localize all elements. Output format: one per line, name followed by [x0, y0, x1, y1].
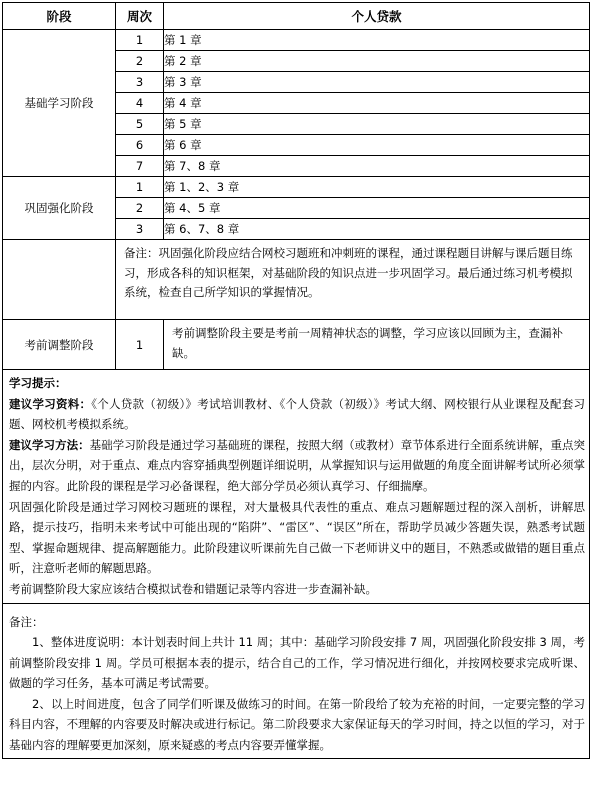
content-cell: 第 4 章 — [164, 93, 590, 114]
content-cell: 第 5 章 — [164, 114, 590, 135]
content-cell: 考前调整阶段主要是考前一周精神状态的调整，学习应该以回顾为主，查漏补缺。 — [164, 320, 590, 370]
content-cell: 第 1、2、3 章 — [164, 177, 590, 198]
tips-consolidate: 巩固强化阶段是通过学习网校习题班的课程，对大量极具代表性的重点、难点习题解题过程的深入剖析，讲解思路，提示技巧，指明未来考试中可能出现的“陷阱”、“雷区”、“误区”所在，帮助学员减少答题失误，熟悉考试题型、掌握命题规律、提高解题能力。此阶段建议听课前先自己做一下老师讲义中的题目，不熟悉或做错的题目重点听，注意听老师的解题思路。 — [9, 499, 585, 576]
week-cell: 7 — [116, 156, 164, 177]
week-cell: 5 — [116, 114, 164, 135]
consolidate-note: 备注：巩固强化阶段应结合网校习题班和冲刺班的课程，通过课程题目讲解与课后题目练习，形成各科的知识框架，对基础阶段的知识点进一步巩固学习。最后通过练习机考模拟系统，检查自己所学知识的掌握情况。 — [116, 240, 590, 320]
week-cell: 3 — [116, 219, 164, 240]
study-plan-table — [2, 2, 590, 759]
tips-materials — [9, 394, 585, 435]
stage-consolidate-label: 巩固强化阶段 — [3, 177, 116, 240]
content-cell: 第 6 章 — [164, 135, 590, 156]
method-label: 建议学习方法： — [9, 437, 90, 452]
note-empty-stage — [3, 240, 116, 320]
header-content: 个人贷款 — [164, 3, 590, 30]
header-week: 周次 — [116, 3, 164, 30]
content-cell: 第 1 章 — [164, 30, 590, 51]
tips-method — [9, 435, 585, 497]
remarks-heading: 备注： — [9, 614, 44, 629]
tips-row — [3, 370, 590, 604]
note-row — [3, 240, 590, 320]
week-cell: 6 — [116, 135, 164, 156]
content-cell: 第 6、7、8 章 — [164, 219, 590, 240]
week-cell: 2 — [116, 198, 164, 219]
content-cell: 第 2 章 — [164, 51, 590, 72]
materials-text: 《个人贷款（初级）》考试培训教材、《个人贷款（初级）》考试大纲、网校银行从业课程及配套习题、网校机考模拟系统。 — [9, 396, 585, 432]
week-cell: 1 — [116, 30, 164, 51]
table-row — [3, 30, 590, 51]
header-row — [3, 3, 590, 30]
method-text: 基础学习阶段是通过学习基础班的课程，按照大纲（或教材）章节体系进行全面系统讲解，重点突出，层次分明，对于重点、难点内容穿插典型例题详细说明，从掌握知识与运用做题的角度全面讲解考试所必须掌握的内容。此阶段的课程是学习必备课程，绝大部分学员必须认真学习、仔细揣摩。 — [9, 437, 586, 493]
study-tips — [3, 370, 590, 604]
week-cell: 1 — [116, 320, 164, 370]
remarks-paragraph-1: 1、整体进度说明：本计划表时间上共计 11 周；其中：基础学习阶段安排 7 周，巩固强化阶段安排 3 周，考前调整阶段安排 1 周。学员可根据本表的提示，结合自己的工作，学习情况进行细化，并按网校要求完成听课、做题的学习任务，基本可满足考试需要。 — [9, 635, 586, 691]
content-cell: 第 7、8 章 — [164, 156, 590, 177]
remarks — [3, 603, 590, 759]
materials-label: 建议学习资料： — [9, 396, 92, 411]
header-stage: 阶段 — [3, 3, 116, 30]
tips-final: 考前调整阶段大家应该结合模拟试卷和错题记录等内容进一步查漏补缺。 — [9, 581, 377, 596]
content-cell: 第 3 章 — [164, 72, 590, 93]
remarks-row — [3, 603, 590, 759]
table-row — [3, 320, 590, 370]
remarks-paragraph-2: 2、以上时间进度，包含了同学们听课及做练习的时间。在第一阶段给了较为充裕的时间，一定要完整的学习科目内容，不理解的内容要及时解决或进行标记。第二阶段要求大家保证每天的学习时间，持之以恒的学习，对于基础内容的理解要更加深刻，原来疑惑的考点内容要弄懂掌握。 — [9, 696, 585, 752]
stage-final-label: 考前调整阶段 — [3, 320, 116, 370]
week-cell: 1 — [116, 177, 164, 198]
week-cell: 4 — [116, 93, 164, 114]
tips-heading: 学习提示： — [9, 376, 67, 390]
week-cell: 2 — [116, 51, 164, 72]
week-cell: 3 — [116, 72, 164, 93]
content-cell: 第 4、5 章 — [164, 198, 590, 219]
table-row — [3, 177, 590, 198]
stage-basic-label: 基础学习阶段 — [3, 30, 116, 177]
